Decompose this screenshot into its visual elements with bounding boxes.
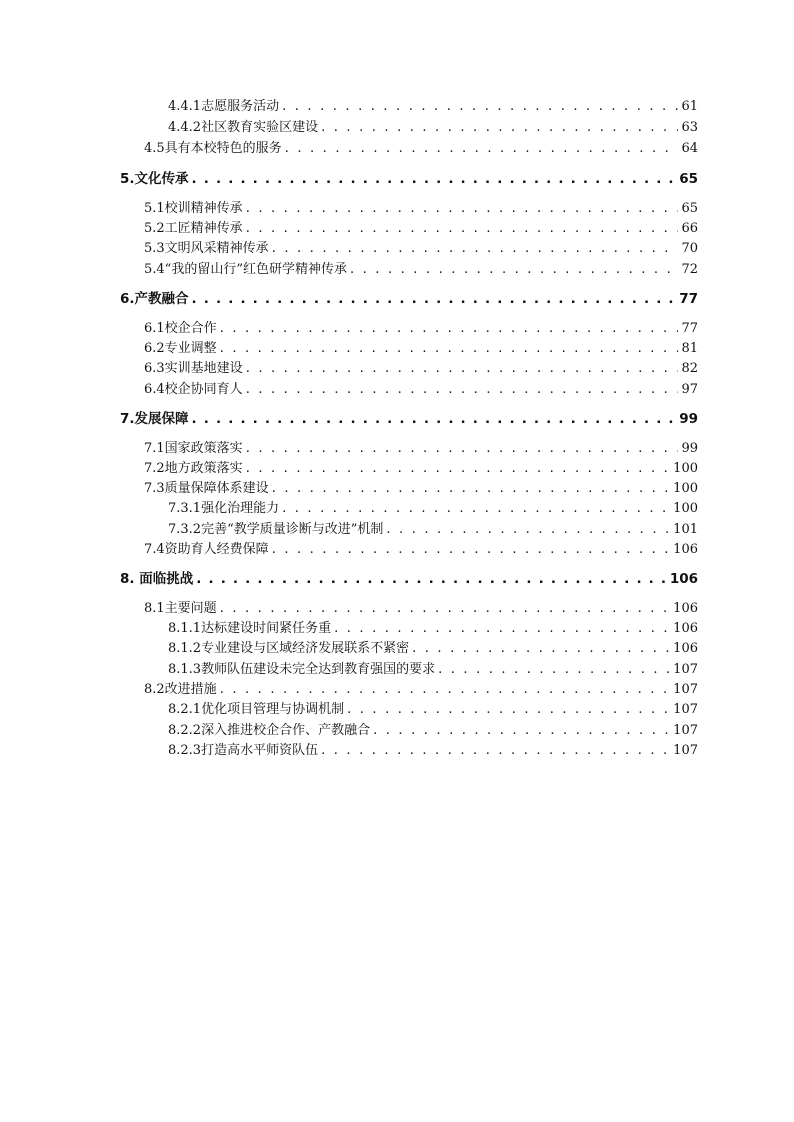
- toc-entry-page: 101: [673, 522, 698, 537]
- toc-entry-page: 106: [673, 542, 698, 557]
- toc-entry[interactable]: [144, 237, 698, 257]
- toc-chapter[interactable]: [120, 167, 698, 187]
- dot-leader: [246, 441, 679, 457]
- toc-chapter-label: 6.产教融合: [120, 291, 189, 307]
- toc-entry[interactable]: [144, 337, 698, 357]
- dot-leader: [272, 542, 670, 558]
- toc-entry-page: 107: [673, 662, 698, 677]
- toc-entry-page: 70: [681, 241, 698, 256]
- dot-leader: [246, 361, 679, 377]
- toc-entry[interactable]: [144, 317, 698, 337]
- toc-chapter[interactable]: [120, 287, 698, 307]
- toc-entry-label: 4.4.1志愿服务活动: [168, 99, 280, 114]
- toc-entry[interactable]: [144, 137, 698, 157]
- dot-leader: [246, 382, 679, 398]
- dot-leader: [285, 141, 679, 157]
- toc-entry-page: 63: [681, 120, 698, 135]
- toc-entry-label: 7.3.2完善“教学质量诊断与改进”机制: [168, 522, 384, 537]
- dot-leader: [272, 481, 670, 497]
- toc-entry-page: 106: [673, 601, 698, 616]
- toc-entry-label: 4.4.2社区教育实验区建设: [168, 120, 319, 135]
- toc-entry-label: 8.2.2深入推进校企合作、产教融合: [168, 723, 371, 738]
- toc-entry-label: 7.3质量保障体系建设: [144, 481, 269, 496]
- toc-entry-page: 107: [673, 702, 698, 717]
- dot-leader: [350, 262, 678, 278]
- toc-chapter-page: 65: [679, 171, 698, 187]
- dot-leader: [192, 291, 677, 307]
- toc-entry-page: 77: [681, 321, 698, 336]
- toc-entry[interactable]: [168, 497, 698, 517]
- toc-entry[interactable]: [168, 95, 698, 115]
- toc-entry-page: 107: [673, 682, 698, 697]
- dot-leader: [282, 99, 678, 115]
- toc-entry-page: 100: [673, 461, 698, 476]
- dot-leader: [246, 461, 670, 477]
- toc-chapter-label: 5.文化传承: [120, 171, 189, 187]
- toc-entry-label: 8.1.3教师队伍建设未完全达到教育强国的要求: [168, 662, 436, 677]
- toc-entry[interactable]: [168, 698, 698, 718]
- toc-entry-label: 5.3文明风采精神传承: [144, 241, 269, 256]
- toc-entry[interactable]: [144, 437, 698, 457]
- toc-entry-page: 107: [673, 723, 698, 738]
- toc-entry-page: 100: [673, 481, 698, 496]
- toc-entry-label: 7.4资助育人经费保障: [144, 542, 269, 557]
- dot-leader: [373, 723, 670, 739]
- toc-entry[interactable]: [168, 116, 698, 136]
- toc-chapter[interactable]: [120, 407, 698, 427]
- dot-leader: [192, 411, 677, 427]
- toc-entry-page: 72: [681, 262, 698, 277]
- toc-entry[interactable]: [144, 597, 698, 617]
- toc-entry[interactable]: [144, 378, 698, 398]
- toc-entry-label: 8.2.3打造高水平师资队伍: [168, 743, 319, 758]
- dot-leader: [196, 571, 667, 587]
- toc-entry[interactable]: [144, 258, 698, 278]
- toc-entry-page: 66: [681, 221, 698, 236]
- toc-entry-page: 107: [673, 743, 698, 758]
- toc-entry[interactable]: [168, 617, 698, 637]
- dot-leader: [220, 321, 679, 337]
- toc-entry-label: 7.1国家政策落实: [144, 441, 243, 456]
- dot-leader: [321, 120, 678, 136]
- toc-entry[interactable]: [144, 197, 698, 217]
- toc-entry-label: 8.2.1优化项目管理与协调机制: [168, 702, 345, 717]
- dot-leader: [272, 241, 679, 257]
- dot-leader: [347, 702, 670, 718]
- toc-entry-label: 4.5具有本校特色的服务: [144, 141, 282, 156]
- toc-entry-label: 6.4校企协同育人: [144, 382, 243, 397]
- toc-entry-page: 106: [673, 621, 698, 636]
- toc-entry-label: 8.2改进措施: [144, 682, 217, 697]
- toc-entry-page: 106: [673, 641, 698, 656]
- toc-entry[interactable]: [168, 658, 698, 678]
- toc-entry-label: 6.3实训基地建设: [144, 361, 243, 376]
- toc-entry-label: 7.3.1强化治理能力: [168, 501, 280, 516]
- dot-leader: [412, 641, 670, 657]
- toc-entry[interactable]: [144, 217, 698, 237]
- toc-chapter-label: 8. 面临挑战: [120, 571, 194, 587]
- toc-entry-label: 7.2地方政策落实: [144, 461, 243, 476]
- toc-entry-label: 6.1校企合作: [144, 321, 217, 336]
- toc-entry[interactable]: [144, 477, 698, 497]
- toc-entry-page: 82: [681, 361, 698, 376]
- dot-leader: [220, 341, 679, 357]
- toc-entry-label: 5.4“我的留山行”红色研学精神传承: [144, 262, 347, 277]
- toc-entry-page: 64: [681, 141, 698, 156]
- dot-leader: [438, 662, 670, 678]
- toc-chapter-label: 7.发展保障: [120, 411, 189, 427]
- toc-entry-label: 5.2工匠精神传承: [144, 221, 243, 236]
- toc-chapter-page: 99: [679, 411, 698, 427]
- toc-entry[interactable]: [168, 518, 698, 538]
- toc-entry-label: 8.1.1达标建设时间紧任务重: [168, 621, 332, 636]
- toc-entry-page: 99: [681, 441, 698, 456]
- toc-entry-label: 6.2专业调整: [144, 341, 217, 356]
- toc-entry[interactable]: [168, 637, 698, 657]
- toc-entry[interactable]: [144, 538, 698, 558]
- toc-entry-label: 8.1.2专业建设与区域经济发展联系不紧密: [168, 641, 410, 656]
- toc-entry-page: 65: [681, 201, 698, 216]
- dot-leader: [192, 171, 677, 187]
- dot-leader: [220, 601, 670, 617]
- dot-leader: [282, 501, 670, 517]
- toc-entry-page: 81: [681, 341, 698, 356]
- toc-entry[interactable]: [144, 678, 698, 698]
- toc-entry-page: 100: [673, 501, 698, 516]
- toc-entry[interactable]: [168, 739, 698, 759]
- toc-entry[interactable]: [168, 719, 698, 739]
- toc-entry-page: 97: [681, 382, 698, 397]
- dot-leader: [246, 201, 679, 217]
- dot-leader: [334, 621, 670, 637]
- toc-entry[interactable]: [144, 457, 698, 477]
- dot-leader: [386, 522, 670, 538]
- toc-entry-page: 61: [681, 99, 698, 114]
- toc-entry[interactable]: [144, 357, 698, 377]
- toc-chapter-page: 106: [669, 571, 698, 587]
- dot-leader: [220, 682, 670, 698]
- toc-chapter-page: 77: [679, 291, 698, 307]
- toc-entry-label: 8.1主要问题: [144, 601, 217, 616]
- toc-entry-label: 5.1校训精神传承: [144, 201, 243, 216]
- dot-leader: [321, 743, 670, 759]
- toc-chapter[interactable]: [120, 567, 698, 587]
- dot-leader: [246, 221, 679, 237]
